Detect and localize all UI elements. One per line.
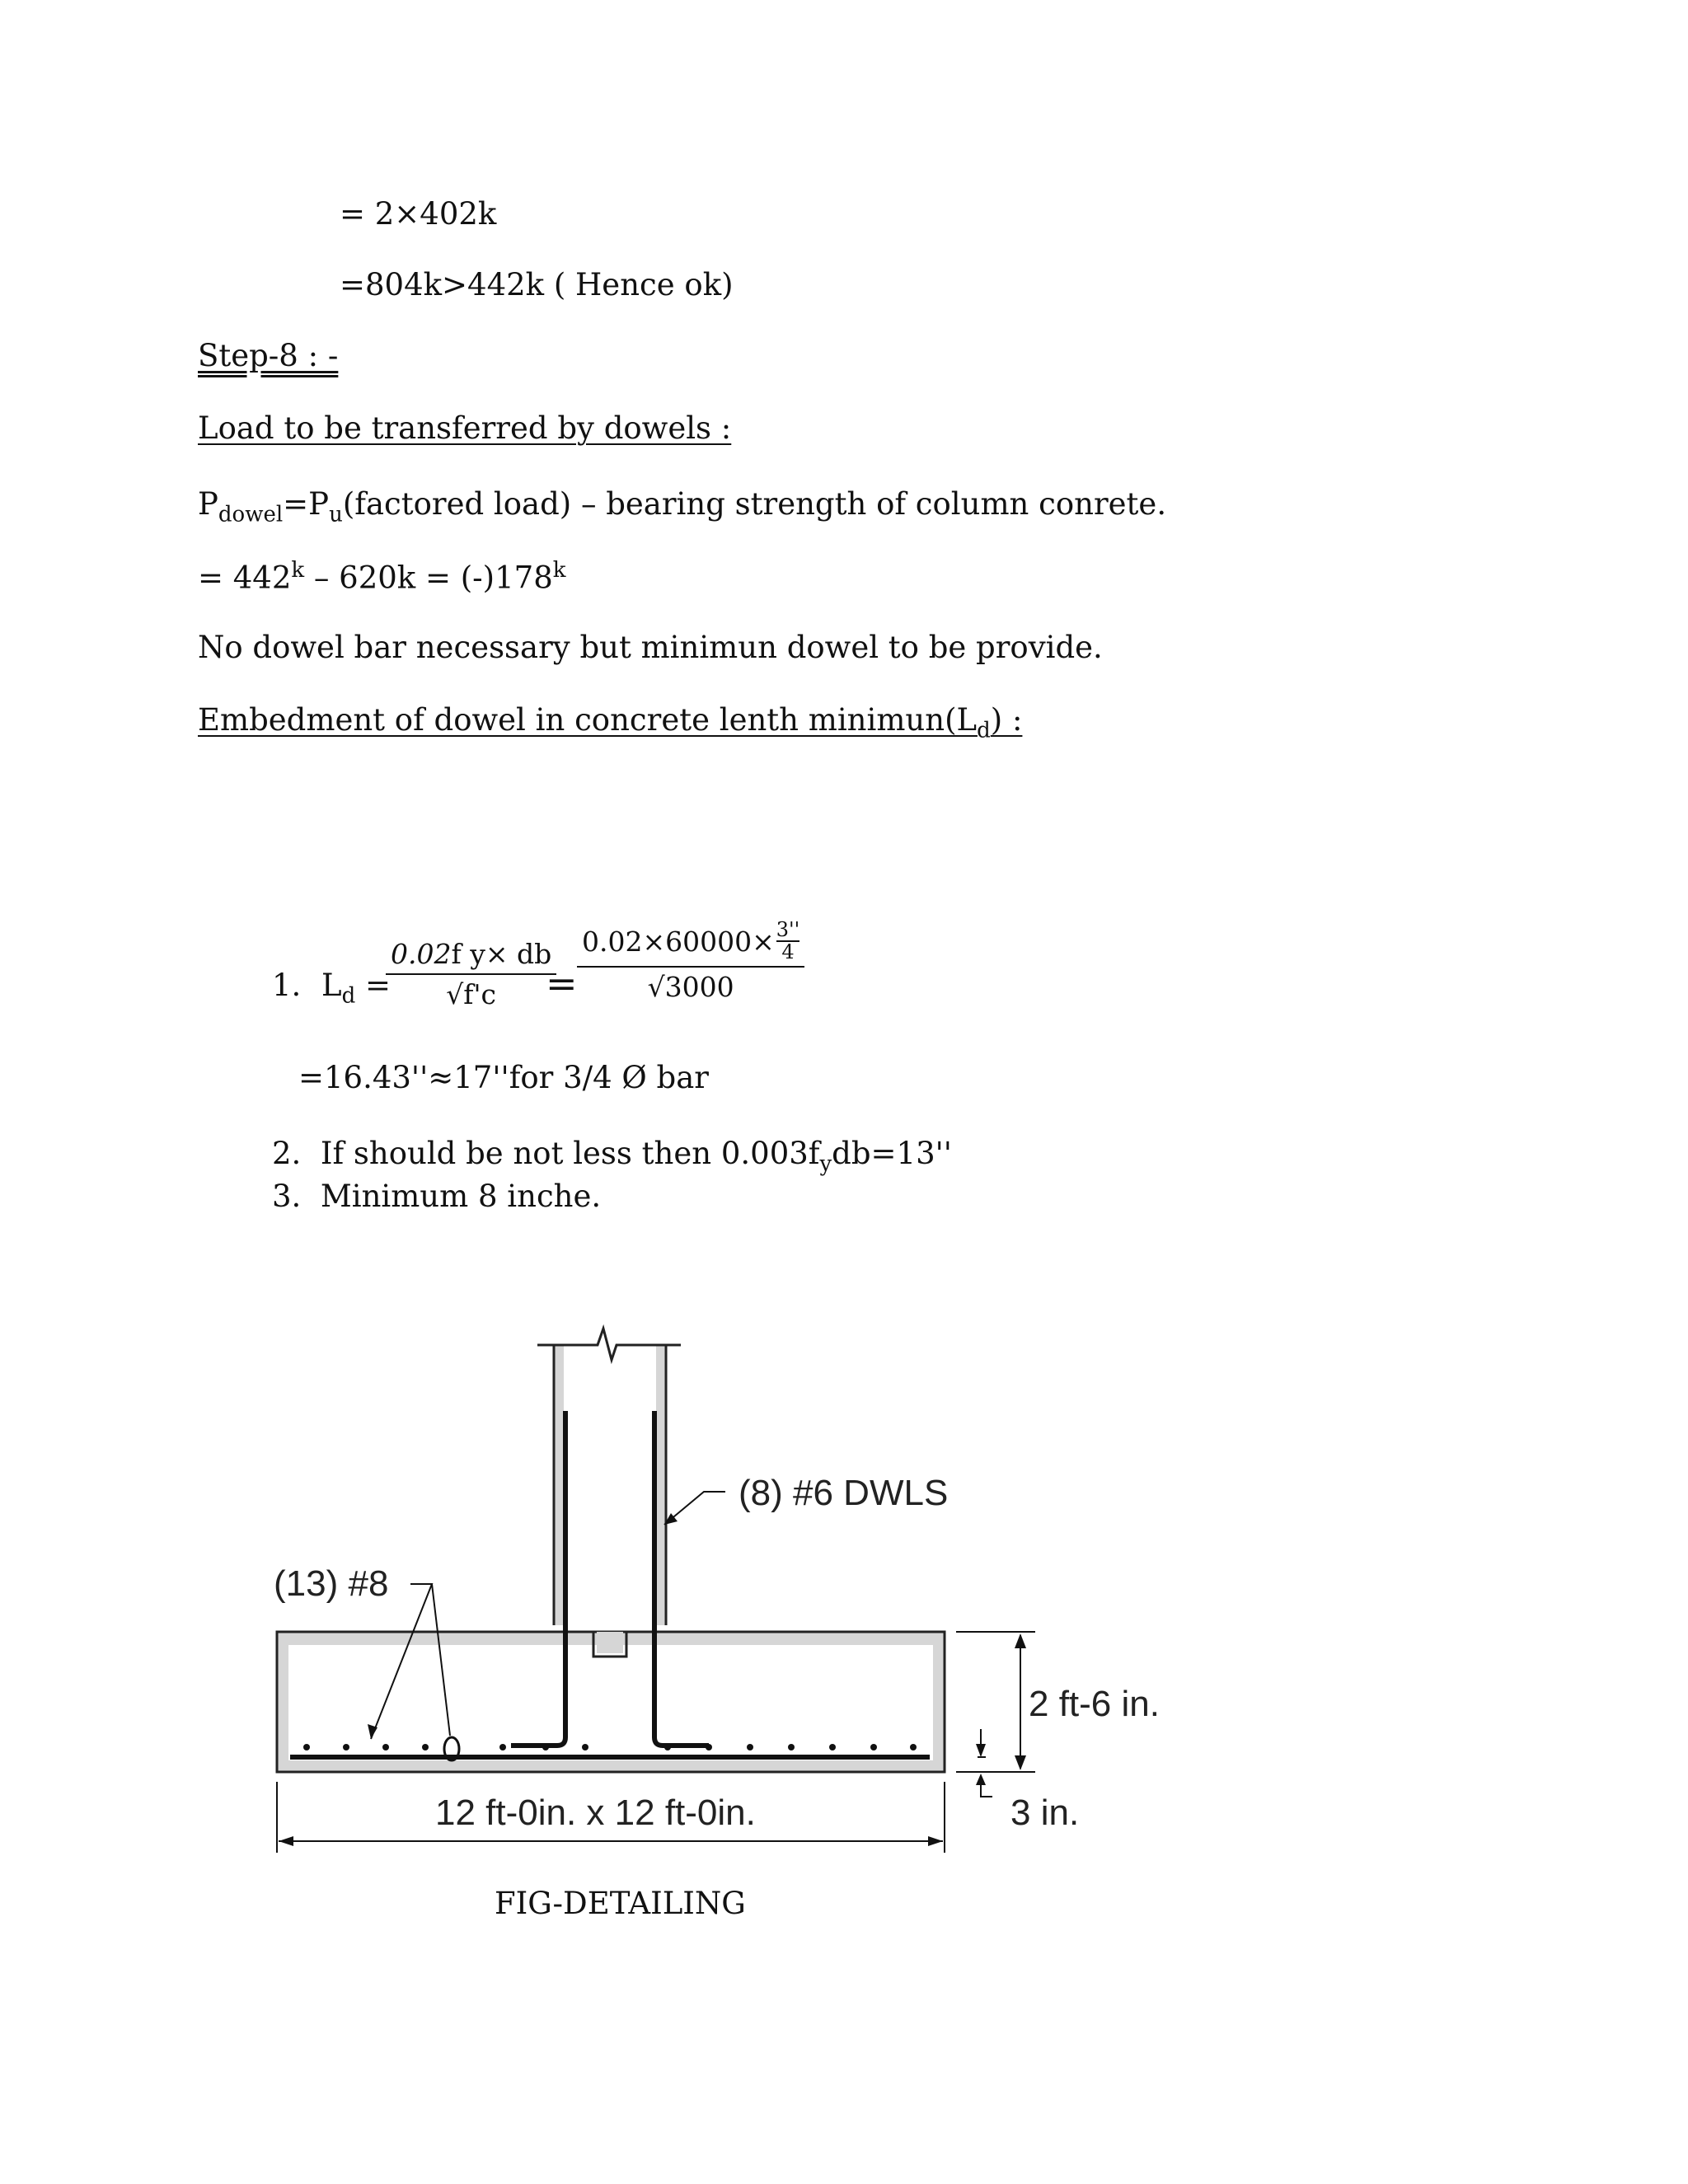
num-italic: 0.02 xyxy=(391,938,452,970)
list-item-3 xyxy=(272,1180,601,1214)
list-post: db=13'' xyxy=(832,1136,952,1171)
calc-line-2: =804k>442k ( Hence ok) xyxy=(340,267,734,302)
fraction-numeric-denominator: √3000 xyxy=(647,971,734,1004)
formula-item-number: 1. xyxy=(272,968,302,1003)
dim-cover: 3 in. xyxy=(1010,1793,1080,1833)
embed-heading xyxy=(198,704,1022,743)
calc-difference xyxy=(198,559,566,595)
fraction-general-numerator xyxy=(386,938,556,970)
list-pre: Minimum 8 inche. xyxy=(320,1179,602,1214)
fraction-numeric-numerator xyxy=(577,920,804,963)
dim-height: 2 ft-6 in. xyxy=(1029,1684,1160,1724)
calc-line-1: = 2×402k xyxy=(340,196,497,232)
embed-tail: ) : xyxy=(990,702,1023,738)
list-num: 2. xyxy=(272,1136,302,1171)
small-num: 3'' xyxy=(776,918,800,941)
column xyxy=(537,1329,681,1625)
calc-a: = 442 xyxy=(198,560,292,596)
p-subscript: dowel xyxy=(218,502,284,527)
calc-sup2: k xyxy=(552,558,566,583)
formula-lhs xyxy=(321,969,391,1008)
num-numeric: 0.02×60000× xyxy=(582,925,775,958)
small-den: 4 xyxy=(781,940,795,964)
fraction-general-denominator: √f'c xyxy=(446,978,497,1010)
result-line: =16.43''≈17''for 3/4 Ø bar xyxy=(298,1060,709,1095)
lhs-sub: d xyxy=(341,983,356,1009)
formula-mid-equals: = xyxy=(546,961,578,1005)
p-rest: (factored load) – bearing strength of column conrete. xyxy=(342,486,1167,522)
calc-sup1: k xyxy=(291,558,305,583)
embed-subscript: d xyxy=(977,718,991,743)
footing xyxy=(277,1632,945,1772)
calc-b: – 620k = (-)178 xyxy=(304,560,553,596)
label-dowels: (8) #6 DWLS xyxy=(738,1473,949,1513)
dim-plan: 12 ft-0in. x 12 ft-0in. xyxy=(435,1793,756,1833)
load-heading: Load to be transferred by dowels : xyxy=(198,410,732,446)
list-item-2 xyxy=(272,1137,952,1176)
step-heading: Step-8 : - xyxy=(198,338,339,373)
small-fraction xyxy=(776,920,799,963)
list-pre: If should be not less then 0.003f xyxy=(320,1136,820,1171)
p-equals: =P xyxy=(283,486,330,522)
num-rest: f y× db xyxy=(451,938,552,970)
footing-detail-figure xyxy=(0,1302,1688,1929)
label-bars: (13) #8 xyxy=(274,1563,389,1604)
figure-caption: FIG-DETAILING xyxy=(495,1886,746,1921)
fraction-bar xyxy=(386,973,556,975)
p-dowel-line xyxy=(198,488,1166,527)
height-dimension xyxy=(956,1632,1035,1797)
fraction-numeric xyxy=(577,920,804,1003)
list-sub: y xyxy=(819,1151,832,1177)
list-num: 3. xyxy=(272,1179,302,1214)
pu-subscript: u xyxy=(329,502,343,527)
fraction-bar-2 xyxy=(577,966,804,968)
embed-heading-text: Embedment of dowel in concrete lenth minimun(L xyxy=(198,702,978,738)
fraction-general xyxy=(386,938,556,1010)
p-symbol: P xyxy=(198,486,218,522)
lhs-eq: = xyxy=(355,968,391,1003)
no-dowel-note: No dowel bar necessary but minimun dowel to be provide. xyxy=(198,630,1103,665)
lhs-main: L xyxy=(321,968,342,1003)
